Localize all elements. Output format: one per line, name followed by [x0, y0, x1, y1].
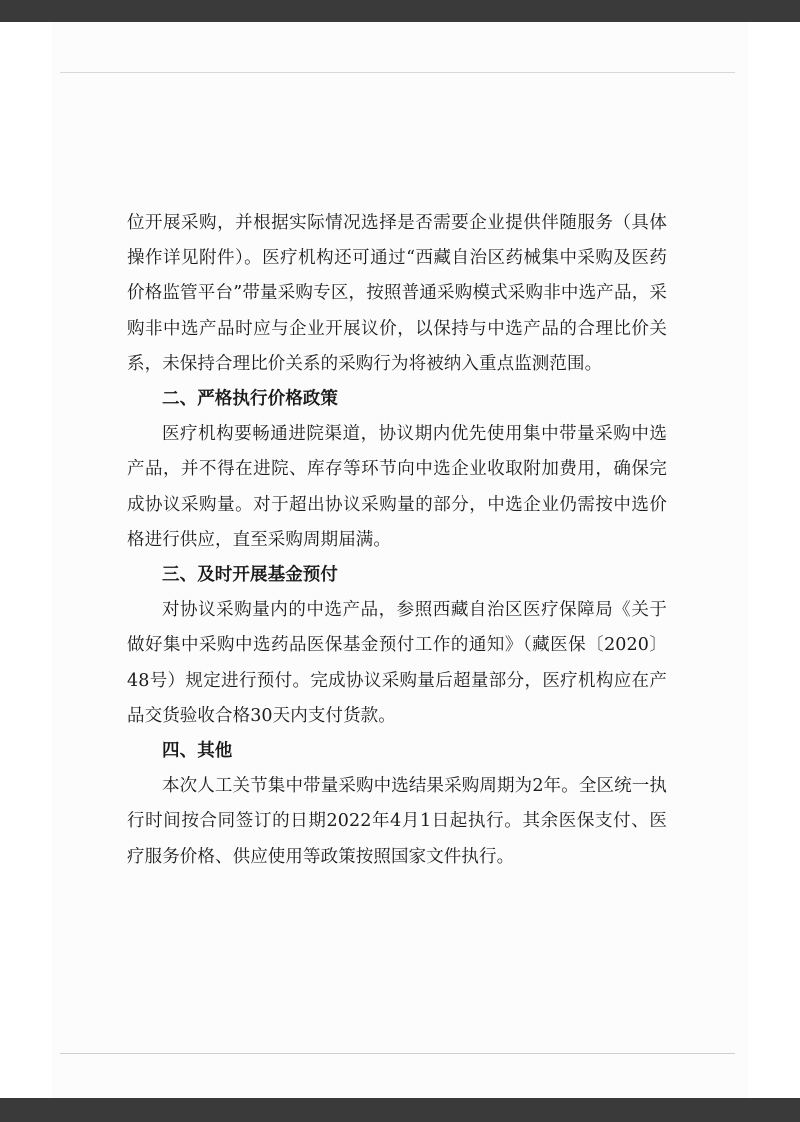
viewer-bottom-bar: [0, 1098, 800, 1122]
paragraph-continuation: 位开展采购，并根据实际情况选择是否需要企业提供伴随服务（具体操作详见附件）。医疗机构还可通过“西藏自治区药械集中采购及医药价格监管平台”带量采购专区，按照普通采购模式采购非中选产品，采购非中选产品时应与企业开展议价，以保持与中选产品的合理比价关系，未保持合理比价关系的采购行为将被纳入重点监测范围。: [127, 213, 667, 374]
paragraph-other: 本次人工关节集中带量采购中选结果采购周期为2年。全区统一执行时间按合同签订的日期2022年4月1日起执行。其余医保支付、医疗服务价格、供应使用等政策按照国家文件执行。: [127, 776, 667, 867]
paragraph-fund-prepayment: 对协议采购量内的中选产品，参照西藏自治区医疗保障局《关于做好集中采购中选药品医保基金预付工作的通知》（藏医保〔2020〕48号）规定进行预付。完成协议采购量后超量部分，医疗机构应在产品交货验收合格30天内支付货款。: [127, 600, 667, 726]
section-heading-price-policy: 二、严格执行价格政策: [162, 389, 338, 410]
page-bottom-rule: [60, 1053, 735, 1054]
section-heading-fund-prepayment: 三、及时开展基金预付: [162, 565, 338, 586]
viewer-top-bar: [0, 0, 800, 22]
page-top-rule: [60, 72, 735, 73]
document-body: [127, 206, 667, 875]
paragraph-price-policy: 医疗机构要畅通进院渠道，协议期内优先使用集中带量采购中选产品，并不得在进院、库存等环节向中选企业收取附加费用，确保完成协议采购量。对于超出协议采购量的部分，中选企业仍需按中选价格进行供应，直至采购周期届满。: [127, 424, 667, 550]
section-heading-other: 四、其他: [162, 741, 233, 762]
